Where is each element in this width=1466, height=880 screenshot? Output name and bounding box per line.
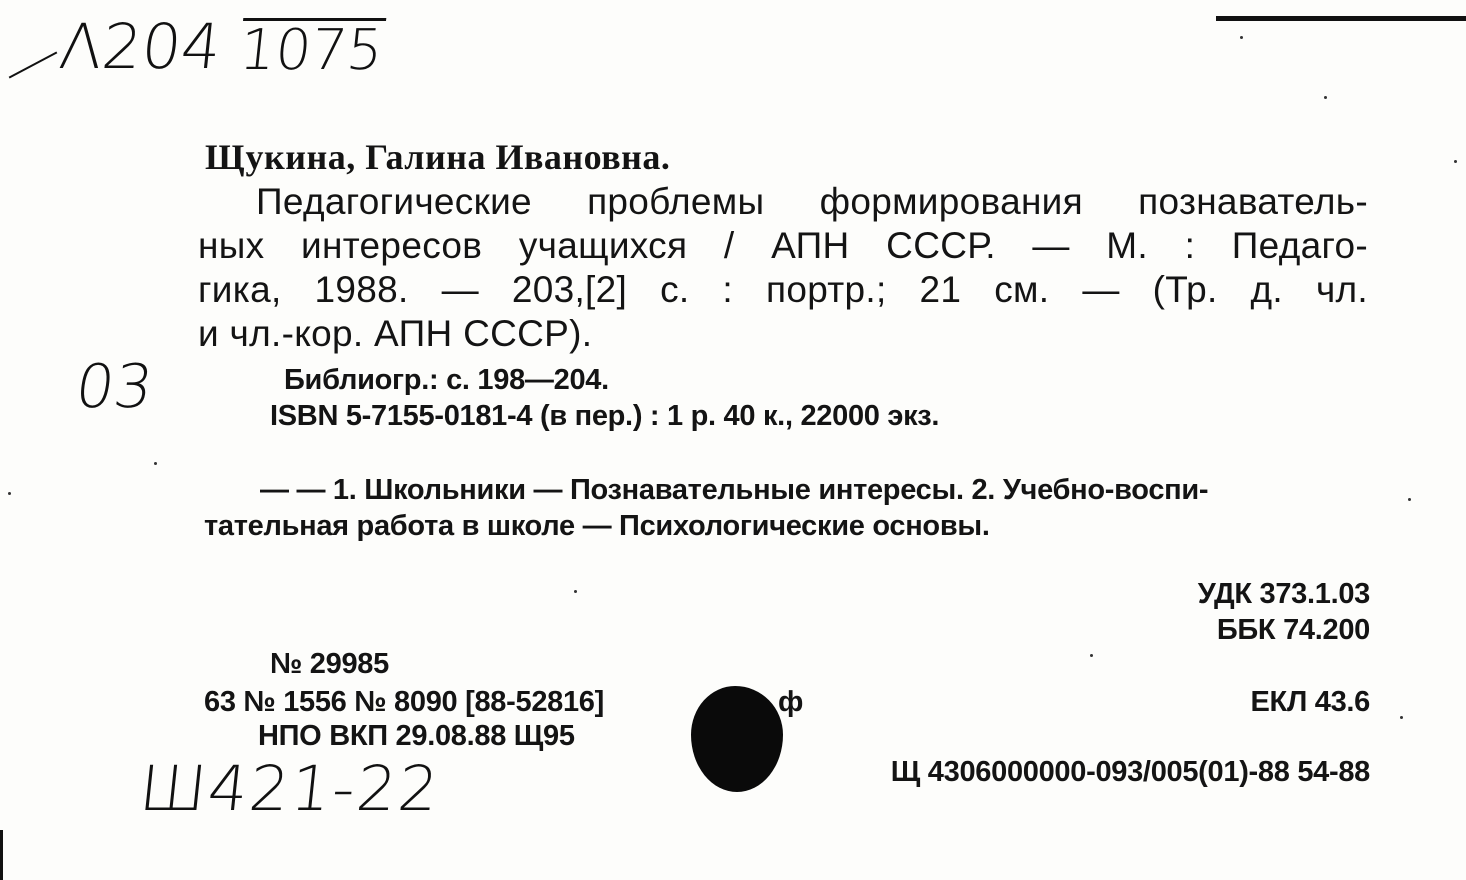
- scan-speck: [1400, 716, 1403, 719]
- scan-speck: [8, 492, 11, 495]
- class-code: Щ 4306000000-093/005(01)-88 54-88: [890, 756, 1370, 788]
- handwritten-margin-code: 03: [71, 352, 158, 422]
- ink-blot: [691, 686, 783, 792]
- handwritten-bottom-code: Ш421-22: [136, 752, 444, 825]
- subject-headings: [204, 472, 1370, 544]
- scan-speck: [574, 590, 577, 593]
- isbn-line: ISBN 5-7155-0181-4 (в пер.) : 1 р. 40 к., 22000 экз.: [270, 400, 940, 432]
- scan-edge-line-left: [0, 830, 3, 880]
- handwritten-top-code: Λ204: [56, 10, 225, 83]
- scan-speck: [1408, 498, 1411, 501]
- scan-speck: [154, 462, 157, 465]
- scan-edge-line: [1216, 16, 1466, 21]
- title-block: [198, 180, 1368, 356]
- title-line: ных интересов учащихся / АПН СССР. — М. : Педаго-: [198, 225, 1368, 266]
- scan-speck: [1240, 36, 1243, 39]
- print-number: № 29985: [270, 648, 389, 680]
- bibliography-note: Библиогр.: с. 198—204.: [284, 364, 609, 396]
- handwritten-stroke: [9, 51, 58, 78]
- order-line: 63 № 1556 № 8090 [88-52816]: [204, 686, 604, 718]
- scan-speck: [1324, 96, 1327, 99]
- title-line: гика, 1988. — 203,[2] с. : портр.; 21 см. — (Тр. д. чл.: [198, 269, 1368, 310]
- author-heading: Щукина, Галина Ивановна.: [205, 137, 671, 177]
- scan-speck: [1454, 160, 1457, 163]
- scan-speck: [1090, 654, 1093, 657]
- title-line: Педагогические проблемы формирования познаватель-: [256, 181, 1368, 222]
- handwritten-top-number: 1075: [236, 18, 386, 83]
- ekl-index: ЕКЛ 43.6: [1250, 686, 1370, 718]
- subject-line: — — 1. Школьники — Познавательные интересы. 2. Учебно-воспи-: [260, 474, 1209, 506]
- title-line: и чл.-кор. АПН СССР).: [198, 313, 593, 354]
- udk-index: УДК 373.1.03: [1197, 578, 1370, 610]
- subject-line: тательная работа в школе — Психологические основы.: [204, 510, 990, 542]
- order-suffix: ф: [778, 686, 804, 718]
- bbk-index: ББК 74.200: [1216, 614, 1370, 646]
- npo-line: НПО ВКП 29.08.88 Щ95: [258, 720, 575, 752]
